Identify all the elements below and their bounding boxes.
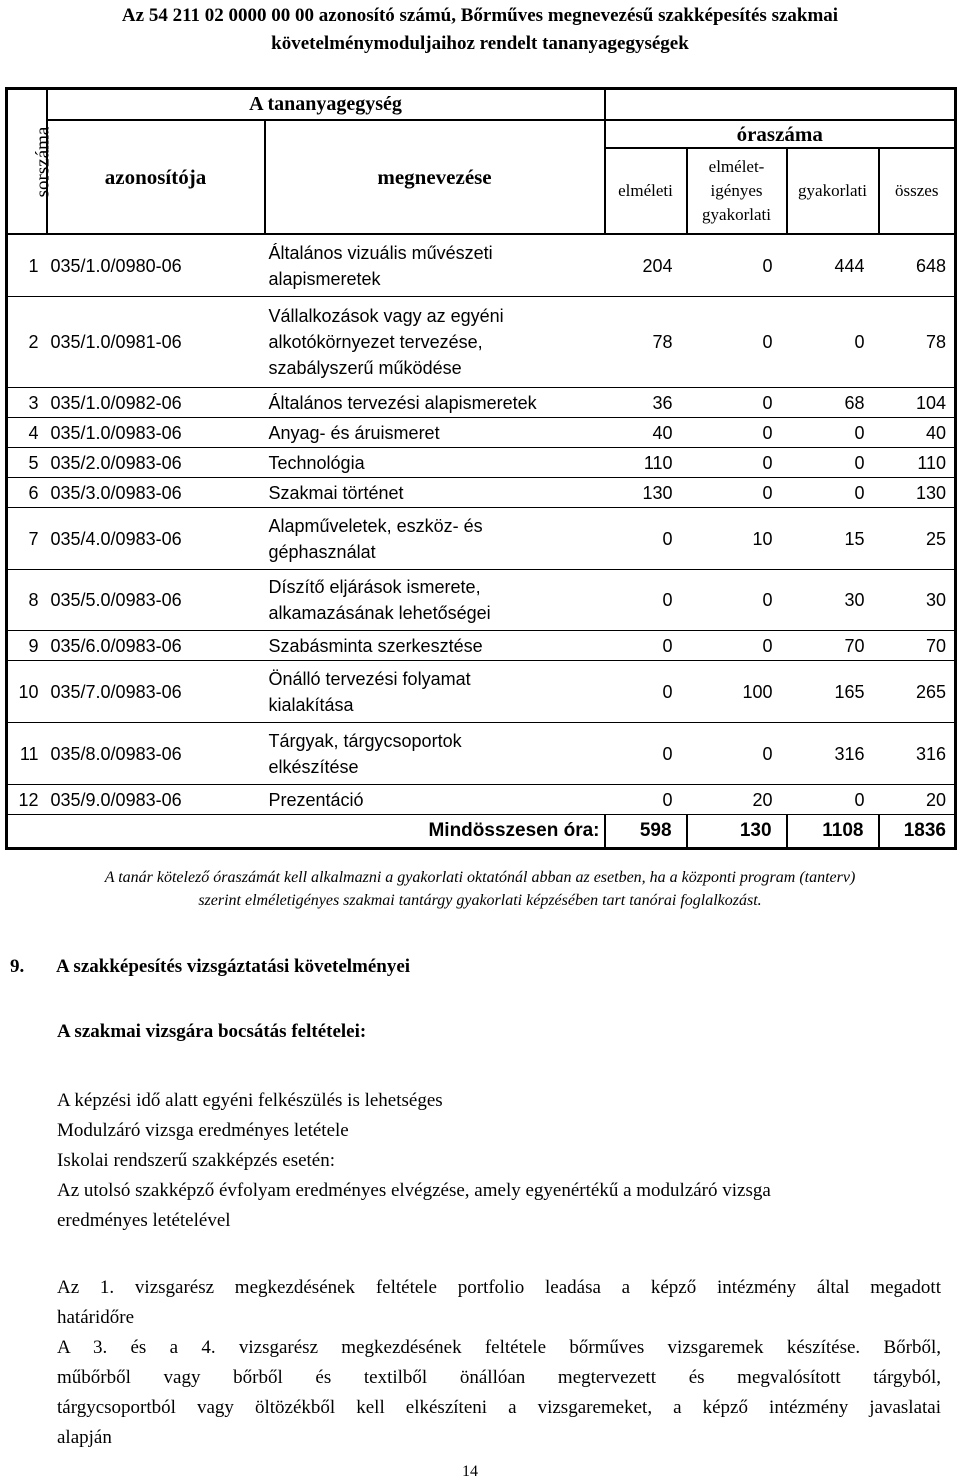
- exam-paragraph: Az 1. vizsgarész megkezdésének feltétele portfolio leadása a képző intézmény által megadott határidőre A 3. és a 4. vizsgarész megkezdésének feltétele bőrműves vizsgaremek készítése. Bőrből, műbőrből vagy bőrből és textilből önállóan megtervezett és megvalósított tárgyból, tárgycsoportból vagy öltözékből kell elkészíteni a vizsgaremeket, a képző intézmény javaslatai alapján: [57, 1277, 941, 1448]
- row-gyakorlati: 0: [787, 478, 879, 508]
- row-elmeletigenyes: 0: [687, 418, 787, 448]
- row-name-line: Díszítő eljárások ismerete,: [268, 577, 481, 597]
- row-elmeleti: 36: [605, 388, 687, 418]
- row-name: [265, 234, 605, 297]
- header-azonositoja: azonosítója: [47, 120, 265, 234]
- row-name-line: alapismeretek: [268, 268, 381, 289]
- row-osszes: 110: [879, 448, 956, 478]
- total-label: Mindösszesen óra:: [7, 815, 605, 849]
- row-number: 4: [7, 418, 47, 448]
- total-osszes: 1836: [879, 815, 956, 849]
- curriculum-table: [5, 87, 957, 850]
- row-id: 035/4.0/0983-06: [47, 508, 265, 570]
- row-name: [265, 478, 605, 508]
- table-row: [7, 448, 956, 478]
- row-name: [265, 388, 605, 418]
- row-id: 035/9.0/0983-06: [47, 785, 265, 815]
- row-elmeletigenyes: 0: [687, 631, 787, 661]
- row-id: 035/3.0/0983-06: [47, 478, 265, 508]
- row-osszes: 316: [879, 723, 956, 785]
- header-oraszama: óraszáma: [605, 120, 956, 148]
- row-osszes: 130: [879, 478, 956, 508]
- row-id: 035/1.0/0980-06: [47, 234, 265, 297]
- row-gyakorlati: 68: [787, 388, 879, 418]
- row-elmeletigenyes: 100: [687, 661, 787, 723]
- row-name: [265, 508, 605, 570]
- page-number: 14: [462, 1463, 478, 1480]
- row-name: [265, 448, 605, 478]
- row-gyakorlati: 15: [787, 508, 879, 570]
- row-elmeleti: 0: [605, 723, 687, 785]
- row-number: 11: [7, 723, 47, 785]
- row-elmeletigenyes: 0: [687, 723, 787, 785]
- row-name-line: alkotókörnyezet tervezése,: [268, 332, 483, 352]
- row-osszes: 25: [879, 508, 956, 570]
- row-elmeletigenyes: 0: [687, 297, 787, 388]
- total-elmeletigenyes: 130: [687, 815, 787, 849]
- row-number: 9: [7, 631, 47, 661]
- row-elmeleti: 204: [605, 234, 687, 297]
- header-elmeleti: elméleti: [605, 148, 687, 234]
- row-elmeletigenyes: 20: [687, 785, 787, 815]
- row-id: 035/7.0/0983-06: [47, 661, 265, 723]
- row-elmeletigenyes: 0: [687, 388, 787, 418]
- row-number: 3: [7, 388, 47, 418]
- row-elmeleti: 0: [605, 631, 687, 661]
- table-row: [7, 418, 956, 448]
- table-row: [7, 723, 956, 785]
- row-id: 035/1.0/0983-06: [47, 418, 265, 448]
- row-name-line: Technológia: [268, 452, 365, 473]
- table-row: [7, 785, 956, 815]
- row-name: [265, 661, 605, 723]
- row-elmeleti: 78: [605, 297, 687, 388]
- table-row: [7, 631, 956, 661]
- row-name-line: Vállalkozások vagy az egyéni: [268, 306, 504, 326]
- row-osszes: 648: [879, 234, 956, 297]
- table-row: [7, 508, 956, 570]
- header-megnevezese: megnevezése: [265, 120, 605, 234]
- row-elmeletigenyes: 10: [687, 508, 787, 570]
- row-id: 035/1.0/0981-06: [47, 297, 265, 388]
- row-elmeletigenyes: 0: [687, 448, 787, 478]
- row-elmeleti: 0: [605, 570, 687, 631]
- row-name-line: Anyag- és áruismeret: [268, 422, 440, 443]
- row-name-line: Szabásminta szerkesztése: [268, 635, 483, 656]
- row-gyakorlati: 0: [787, 418, 879, 448]
- row-id: 035/1.0/0982-06: [47, 388, 265, 418]
- row-id: 035/2.0/0983-06: [47, 448, 265, 478]
- total-row: [7, 815, 956, 849]
- section-heading: [10, 956, 410, 978]
- row-elmeleti: 0: [605, 785, 687, 815]
- row-number: 8: [7, 570, 47, 631]
- row-name: [265, 785, 605, 815]
- row-gyakorlati: 0: [787, 448, 879, 478]
- row-gyakorlati: 316: [787, 723, 879, 785]
- row-gyakorlati: 30: [787, 570, 879, 631]
- row-elmeletigenyes: 0: [687, 234, 787, 297]
- row-name-line: kialakítása: [268, 694, 354, 715]
- header-tananyagegyseg: A tananyagegység: [47, 89, 605, 121]
- row-id: 035/8.0/0983-06: [47, 723, 265, 785]
- row-elmeletigenyes: 0: [687, 478, 787, 508]
- row-id: 035/6.0/0983-06: [47, 631, 265, 661]
- row-id: 035/5.0/0983-06: [47, 570, 265, 631]
- row-gyakorlati: 0: [787, 785, 879, 815]
- row-osszes: 70: [879, 631, 956, 661]
- row-number: 1: [7, 234, 47, 297]
- row-osszes: 40: [879, 418, 956, 448]
- row-name-line: Önálló tervezési folyamat: [268, 668, 471, 689]
- header-elmeletigenyes: elmélet- igényes gyakorlati: [687, 148, 787, 234]
- row-osszes: 265: [879, 661, 956, 723]
- table-row: [7, 234, 956, 297]
- row-number: 7: [7, 508, 47, 570]
- row-name: [265, 418, 605, 448]
- row-elmeletigenyes: 0: [687, 570, 787, 631]
- total-elmeleti: 598: [605, 815, 687, 849]
- row-name-line: Prezentáció: [268, 789, 364, 810]
- total-gyakorlati: 1108: [787, 815, 879, 849]
- table-row: [7, 388, 956, 418]
- row-name: [265, 631, 605, 661]
- header-gyakorlati: gyakorlati: [787, 148, 879, 234]
- row-gyakorlati: 70: [787, 631, 879, 661]
- row-elmeleti: 130: [605, 478, 687, 508]
- row-elmeleti: 40: [605, 418, 687, 448]
- table-row: [7, 297, 956, 388]
- section-title: A szakképesítés vizsgáztatási követelményei: [56, 956, 411, 977]
- row-number: 10: [7, 661, 47, 723]
- table-row: [7, 570, 956, 631]
- header-osszes: összes: [879, 148, 956, 234]
- table-row: [7, 478, 956, 508]
- header-sorszama: sorszáma: [7, 89, 47, 235]
- row-gyakorlati: 165: [787, 661, 879, 723]
- footnote: A tanár kötelező óraszámát kell alkalmazni a gyakorlati oktatónál abban az esetben, ha a központi program (tanterv) szerint elméletigényes szakmai tantárgy gyakorlati képzésében tart tanórai foglalkozást.: [104, 869, 856, 909]
- table-row: [7, 661, 956, 723]
- row-gyakorlati: 444: [787, 234, 879, 297]
- row-name: [265, 723, 605, 785]
- section-subtitle: A szakmai vizsgára bocsátás feltételei:: [57, 1021, 367, 1042]
- row-number: 12: [7, 785, 47, 815]
- row-name-line: alkamazásának lehetőségei: [268, 603, 491, 623]
- title-line-1: Az 54 211 02 0000 00 00 azonosító számú, Bőrműves megnevezésű szakképesítés szakmai: [121, 5, 839, 26]
- row-osszes: 20: [879, 785, 956, 815]
- row-name-line: elkészítése: [268, 756, 359, 777]
- row-elmeleti: 110: [605, 448, 687, 478]
- row-name-line: szabályszerű működése: [268, 358, 462, 378]
- row-name-line: Alapműveletek, eszköz- és: [268, 515, 483, 536]
- row-osszes: 30: [879, 570, 956, 631]
- document-title: [0, 2, 960, 58]
- row-name-line: Tárgyak, tárgycsoportok: [268, 730, 462, 751]
- row-name: [265, 297, 605, 388]
- row-osszes: 78: [879, 297, 956, 388]
- conditions-paragraph: A képzési idő alatt egyéni felkészülés is lehetséges Modulzáró vizsga eredményes letétele Iskolai rendszerű szakképzés esetén: Az utolsó szakképző évfolyam eredményes elvégzése, amely egyenértékű a modulzáró vizsga eredményes letételével: [57, 1090, 771, 1231]
- row-name-line: Általános tervezési alapismeretek: [268, 392, 537, 413]
- row-number: 5: [7, 448, 47, 478]
- row-number: 2: [7, 297, 47, 388]
- row-osszes: 104: [879, 388, 956, 418]
- row-name-line: Általános vizuális művészeti: [268, 242, 493, 263]
- row-name: [265, 570, 605, 631]
- row-elmeleti: 0: [605, 508, 687, 570]
- section-number: 9.: [10, 956, 25, 977]
- row-name-line: Szakmai történet: [268, 482, 404, 503]
- title-line-2: követelménymoduljaihoz rendelt tananyagegységek: [271, 33, 689, 54]
- row-gyakorlati: 0: [787, 297, 879, 388]
- row-number: 6: [7, 478, 47, 508]
- row-name-line: géphasználat: [268, 541, 376, 562]
- row-elmeleti: 0: [605, 661, 687, 723]
